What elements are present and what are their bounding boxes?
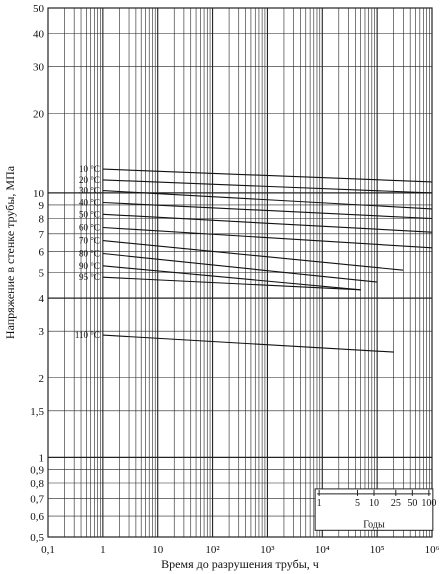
series-line (103, 254, 377, 283)
y-tick-label: 0,8 (30, 478, 44, 491)
series-label: 40 °C (78, 197, 100, 208)
y-tick-label: 9 (38, 199, 44, 212)
years-tick-label: 5 (354, 497, 360, 509)
x-tick-label: 10² (205, 544, 220, 556)
y-tick-label: 10 (33, 187, 44, 200)
series-label: 20 °C (78, 174, 100, 185)
y-tick-label: 0,6 (30, 511, 44, 524)
series-label: 80 °C (78, 248, 100, 259)
series-label: 50 °C (78, 209, 100, 220)
series-line (103, 241, 403, 271)
x-tick-label: 10³ (260, 544, 275, 556)
y-tick-label: 1 (38, 452, 44, 465)
years-tick-label: 10 (368, 497, 379, 509)
years-tick-label: 25 (390, 497, 401, 509)
x-tick-label: 10⁶ (424, 544, 440, 556)
x-tick-label: 10⁵ (369, 544, 385, 556)
x-axis-title: Время до разрушения трубы, ч (161, 557, 319, 571)
x-tick-label: 10 (152, 544, 164, 556)
series-label: 90 °C (78, 260, 100, 271)
y-tick-label: 30 (33, 61, 44, 74)
y-tick-label: 7 (38, 228, 44, 241)
x-tick-label: 1 (100, 544, 106, 556)
y-tick-label: 1,5 (30, 405, 44, 418)
series-label: 60 °C (78, 222, 100, 233)
years-tick-label: 1 (316, 497, 322, 509)
y-tick-label: 0,9 (30, 464, 44, 477)
y-tick-label: 0,5 (30, 532, 44, 544)
y-tick-label: 20 (33, 108, 44, 121)
series-label: 95 °C (78, 272, 100, 283)
years-axis-title: Годы (363, 519, 385, 531)
y-tick-label: 40 (33, 28, 44, 41)
series-label: 30 °C (78, 185, 100, 196)
y-tick-label: 8 (38, 213, 44, 226)
y-tick-label: 3 (38, 326, 44, 339)
series-label: 10 °C (78, 164, 100, 175)
series-label: 110 °C (74, 330, 100, 341)
chart-grid (48, 8, 432, 537)
y-tick-label: 2 (38, 372, 44, 385)
y-axis-title: Напряжение в стенке трубы, МПа (3, 165, 17, 340)
x-tick-label: 10⁴ (314, 544, 330, 556)
y-tick-label: 4 (38, 293, 44, 306)
y-tick-label: 6 (38, 246, 44, 259)
x-tick-label: 0,1 (41, 544, 55, 556)
series-label: 70 °C (78, 235, 100, 246)
years-inset (315, 489, 436, 530)
y-tick-label: 5 (38, 267, 44, 280)
series-line (103, 335, 394, 352)
years-tick-label: 50 (407, 497, 418, 509)
y-tick-label: 0,7 (30, 493, 44, 506)
years-tick-label: 100 (421, 497, 437, 509)
y-tick-label: 50 (33, 3, 44, 15)
